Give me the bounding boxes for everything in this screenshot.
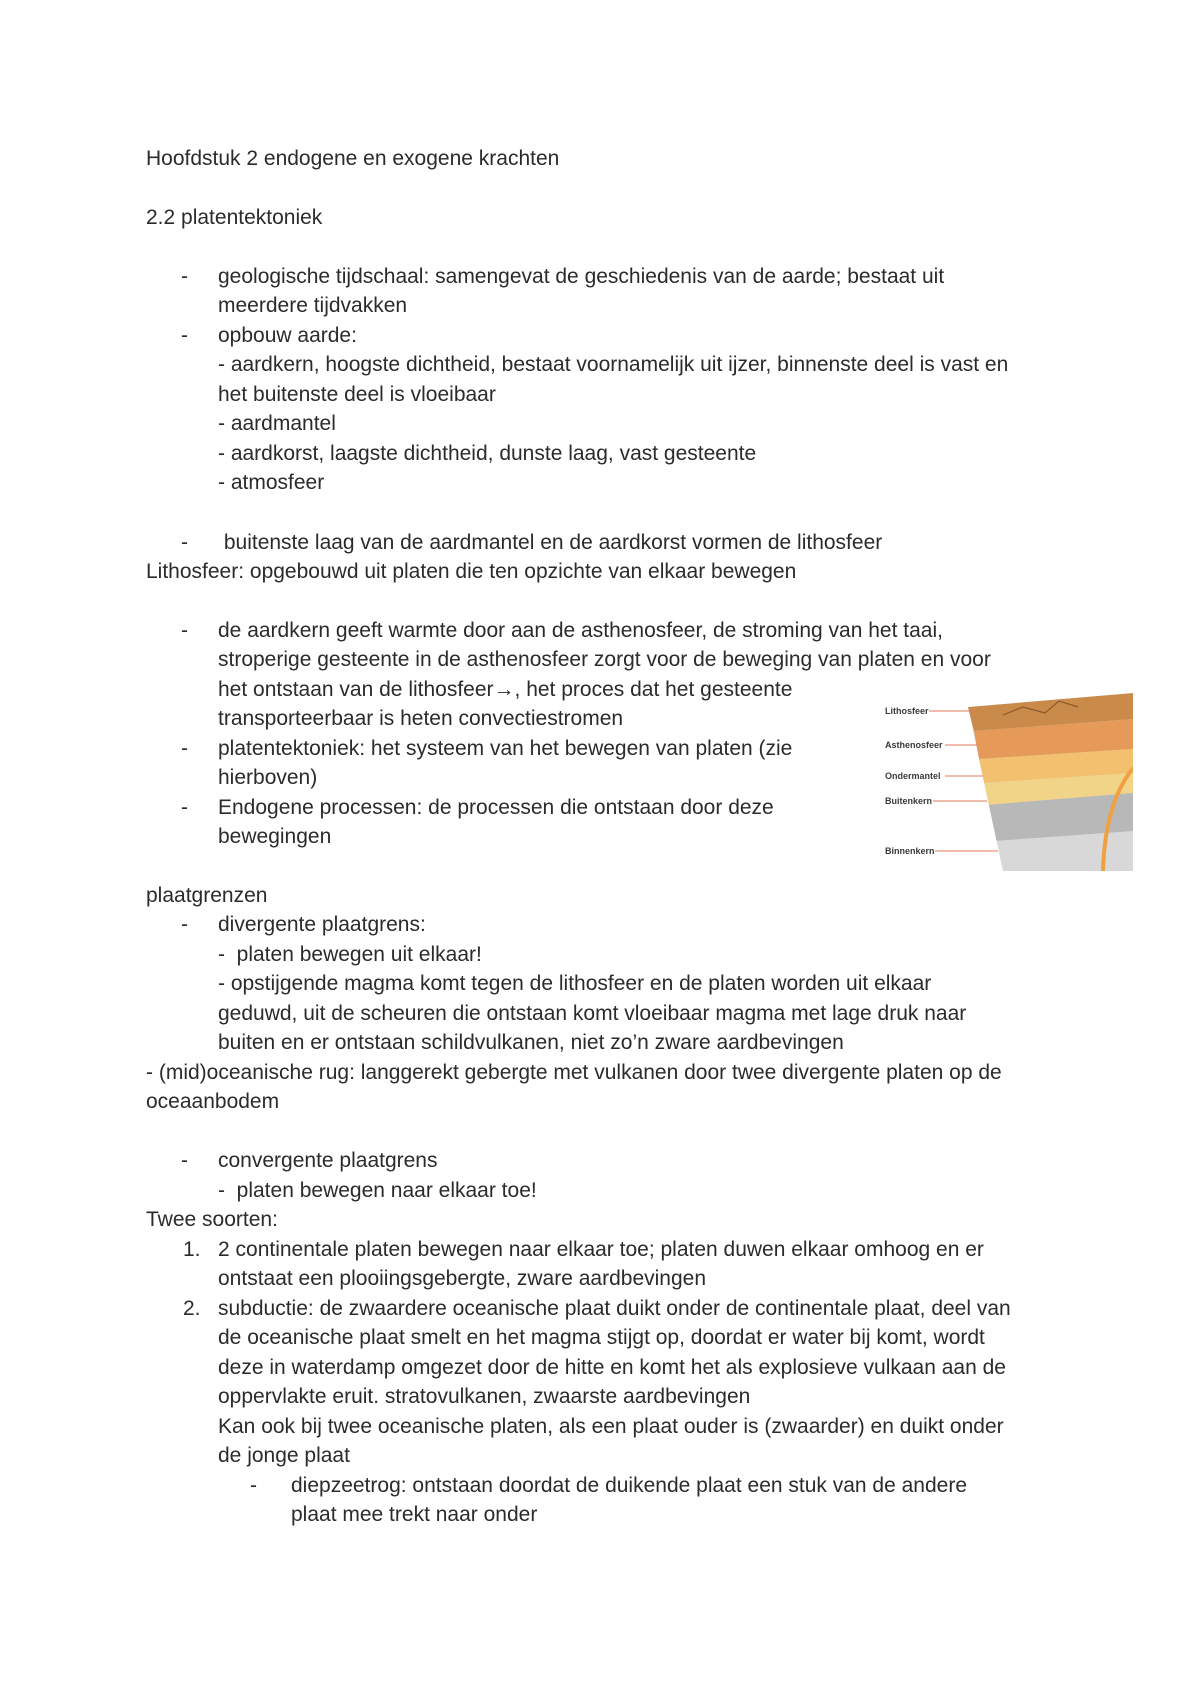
text-line: - opstijgende magma komt tegen de lithosfeer en de platen worden uit elkaar <box>218 972 932 995</box>
text-line: transporteerbaar is heten convectiestromen <box>218 707 624 730</box>
text-line: plaat mee trekt naar onder <box>291 1503 538 1526</box>
text-line: geologische tijdschaal: samengevat de geschiedenis van de aarde; bestaat uit <box>218 265 945 288</box>
text-line: platentektoniek: het systeem van het bewegen van platen (zie <box>218 737 793 760</box>
text-line: - aardkern, hoogste dichtheid, bestaat voornamelijk uit ijzer, binnenste deel is vast en <box>218 353 1009 376</box>
text-line: de oceanische plaat smelt en het magma stijgt op, doordat er water bij komt, wordt <box>218 1326 985 1349</box>
text-line: - platen bewegen uit elkaar! <box>218 943 482 966</box>
bullet-dash: - <box>181 531 188 554</box>
text-line: Kan ook bij twee oceanische platen, als een plaat ouder is (zwaarder) en duikt onder <box>218 1415 1004 1438</box>
section-heading: 2.2 platentektoniek <box>146 206 323 229</box>
text-line: subductie: de zwaardere oceanische plaat duikt onder de continentale plaat, deel van <box>218 1297 1011 1320</box>
label-binnenkern: Binnenkern <box>885 846 935 856</box>
text-line: convergente plaatgrens <box>218 1149 438 1172</box>
list-number: 2. <box>183 1297 201 1320</box>
text-line: - aardkorst, laagste dichtheid, dunste laag, vast gesteente <box>218 442 757 465</box>
text-line: geduwd, uit de scheuren die ontstaan komt vloeibaar magma met lage druk naar <box>218 1002 967 1025</box>
text-line: oceaanbodem <box>146 1090 280 1113</box>
text-line: Endogene processen: de processen die ontstaan door deze <box>218 796 774 819</box>
label-lithosfeer: Lithosfeer <box>885 706 929 716</box>
text-line: het ontstaan van de lithosfeer→, het proces dat het gesteente <box>218 678 793 701</box>
text-line: oppervlakte eruit. stratovulkanen, zwaarste aardbevingen <box>218 1385 751 1408</box>
text-line: deze in waterdamp omgezet door de hitte en komt het als explosieve vulkaan aan de <box>218 1356 1006 1379</box>
bullet-dash: - <box>250 1474 257 1497</box>
bullet-dash: - <box>181 324 188 347</box>
text-line: bewegingen <box>218 825 332 848</box>
text-line: opbouw aarde: <box>218 324 357 347</box>
bullet-dash: - <box>181 913 188 936</box>
text-line: buitenste laag van de aardmantel en de aardkorst vormen de lithosfeer <box>218 531 883 554</box>
text-line: buiten en er ontstaan schildvulkanen, niet zo’n zware aardbevingen <box>218 1031 844 1054</box>
text-line: - aardmantel <box>218 412 336 435</box>
text-line: - platen bewegen naar elkaar toe! <box>218 1179 537 1202</box>
text-line: - atmosfeer <box>218 471 325 494</box>
bullet-dash: - <box>181 619 188 642</box>
text-line: stroperige gesteente in de asthenosfeer zorgt voor de beweging van platen en voor <box>218 648 991 671</box>
text-line: ontstaat een plooiingsgebergte, zware aardbevingen <box>218 1267 707 1290</box>
label-buitenkern: Buitenkern <box>885 796 933 806</box>
text-line: hierboven) <box>218 766 318 789</box>
earth-layers-diagram <box>883 693 1133 871</box>
bullet-dash: - <box>181 796 188 819</box>
bullet-dash: - <box>181 265 188 288</box>
text-line: het buitenste deel is vloeibaar <box>218 383 496 406</box>
text-line: - (mid)oceanische rug: langgerekt gebergte met vulkanen door twee divergente platen op de <box>146 1061 1002 1084</box>
bullet-dash: - <box>181 1149 188 1172</box>
text-line: de jonge plaat <box>218 1444 350 1467</box>
text-line: divergente plaatgrens: <box>218 913 426 936</box>
text-line: plaatgrenzen <box>146 884 268 907</box>
label-ondermantel: Ondermantel <box>885 771 941 781</box>
text-line: Lithosfeer: opgebouwd uit platen die ten opzichte van elkaar bewegen <box>146 560 797 583</box>
document-title: Hoofdstuk 2 endogene en exogene krachten <box>146 147 560 170</box>
label-asthenosfeer: Asthenosfeer <box>885 740 943 750</box>
list-number: 1. <box>183 1238 201 1261</box>
text-line: Twee soorten: <box>146 1208 278 1231</box>
text-line: de aardkern geeft warmte door aan de asthenosfeer, de stroming van het taai, <box>218 619 943 642</box>
text-line: 2 continentale platen bewegen naar elkaar toe; platen duwen elkaar omhoog en er <box>218 1238 984 1261</box>
text-line: meerdere tijdvakken <box>218 294 408 317</box>
bullet-dash: - <box>181 737 188 760</box>
text-line: diepzeetrog: ontstaan doordat de duikende plaat een stuk van de andere <box>291 1474 968 1497</box>
